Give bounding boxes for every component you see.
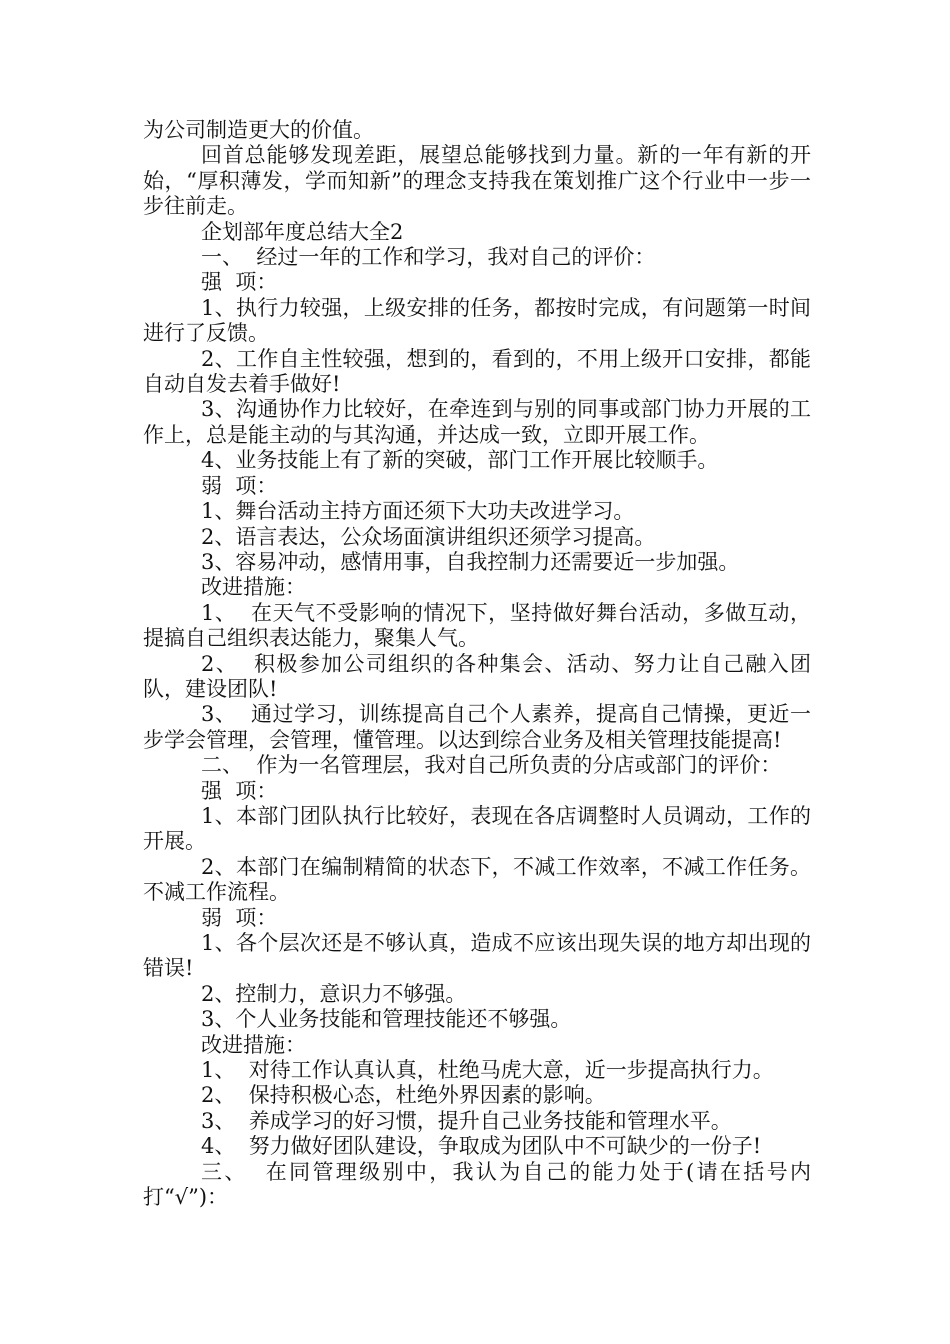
list-item: 2、 保持积极心态，杜绝外界因素的影响。 — [201, 1083, 606, 1108]
list-item: 2、工作自主性较强，想到的，看到的，不用上级开口安排，都能自动自发去着手做好! — [143, 346, 811, 397]
list-item: 3、 养成学习的好习惯，提升自己业务技能和管理水平。 — [201, 1108, 732, 1133]
list-item: 1、 在天气不受影响的情况下，坚持做好舞台活动，多做互动，提搞自己组织表达能力，聚集人气。 — [143, 600, 811, 651]
list-item: 3、个人业务技能和管理技能还不够强。 — [201, 1007, 572, 1032]
list-item: 1、执行力较强，上级安排的任务，都按时完成，有问题第一时间进行了反馈。 — [143, 295, 811, 346]
list-item: 1、本部门团队执行比较好，表现在各店调整时人员调动，工作的开展。 — [143, 803, 811, 854]
subheading: 强 项： — [201, 778, 278, 803]
list-item: 3、 通过学习，训练提高自己个人素养，提高自己情操，更近一步学会管理，会管理，懂管理。以达到综合业务及相关管理技能提高! — [143, 702, 811, 752]
subheading: 改进措施： — [201, 575, 306, 600]
subheading: 弱 项： — [201, 473, 278, 498]
section-heading: 三、 在同管理级别中，我认为自己的能力处于(请在括号内打“√”)： — [143, 1159, 811, 1210]
list-item: 2、本部门在编制精简的状态下，不减工作效率，不减工作任务。不减工作流程。 — [143, 854, 811, 905]
section-title: 企划部年度总结大全2 — [201, 219, 404, 244]
paragraph: 回首总能够发现差距，展望总能够找到力量。新的一年有新的开始，“厚积薄发，学而知新”的理念支持我在策划推广这个行业中一步一步往前走。 — [143, 143, 811, 219]
list-item: 4、 努力做好团队建设，争取成为团队中不可缺少的一份子! — [201, 1134, 762, 1159]
paragraph: 为公司制造更大的价值。 — [143, 118, 374, 142]
list-item: 2、语言表达，公众场面演讲组织还须学习提高。 — [201, 524, 656, 549]
list-item: 2、 积极参加公司组织的各种集会、活动、努力让自己融入团队，建设团队! — [143, 651, 811, 701]
subheading: 改进措施： — [201, 1032, 306, 1057]
list-item: 1、舞台活动主持方面还须下大功夫改进学习。 — [201, 499, 635, 524]
list-item: 2、控制力，意识力不够强。 — [201, 981, 467, 1006]
list-item: 1、 对待工作认真认真，杜绝马虎大意，近一步提高执行力。 — [201, 1058, 774, 1083]
document-page — [143, 118, 811, 1210]
list-item: 3、容易冲动，感情用事，自我控制力还需要近一步加强。 — [201, 549, 740, 574]
subheading: 强 项： — [201, 270, 278, 295]
list-item: 1、各个层次还是不够认真，造成不应该出现失误的地方却出现的错误! — [143, 931, 811, 981]
section-heading: 二、 作为一名管理层，我对自己所负责的分店或部门的评价： — [201, 753, 782, 778]
subheading: 弱 项： — [201, 905, 278, 930]
section-heading: 一、 经过一年的工作和学习，我对自己的评价： — [201, 245, 656, 270]
list-item: 3、沟通协作力比较好，在牵连到与别的同事或部门协力开展的工作上，总是能主动的与其沟通，并达成一致，立即开展工作。 — [143, 397, 811, 447]
list-item: 4、业务技能上有了新的突破，部门工作开展比较顺手。 — [201, 448, 719, 473]
